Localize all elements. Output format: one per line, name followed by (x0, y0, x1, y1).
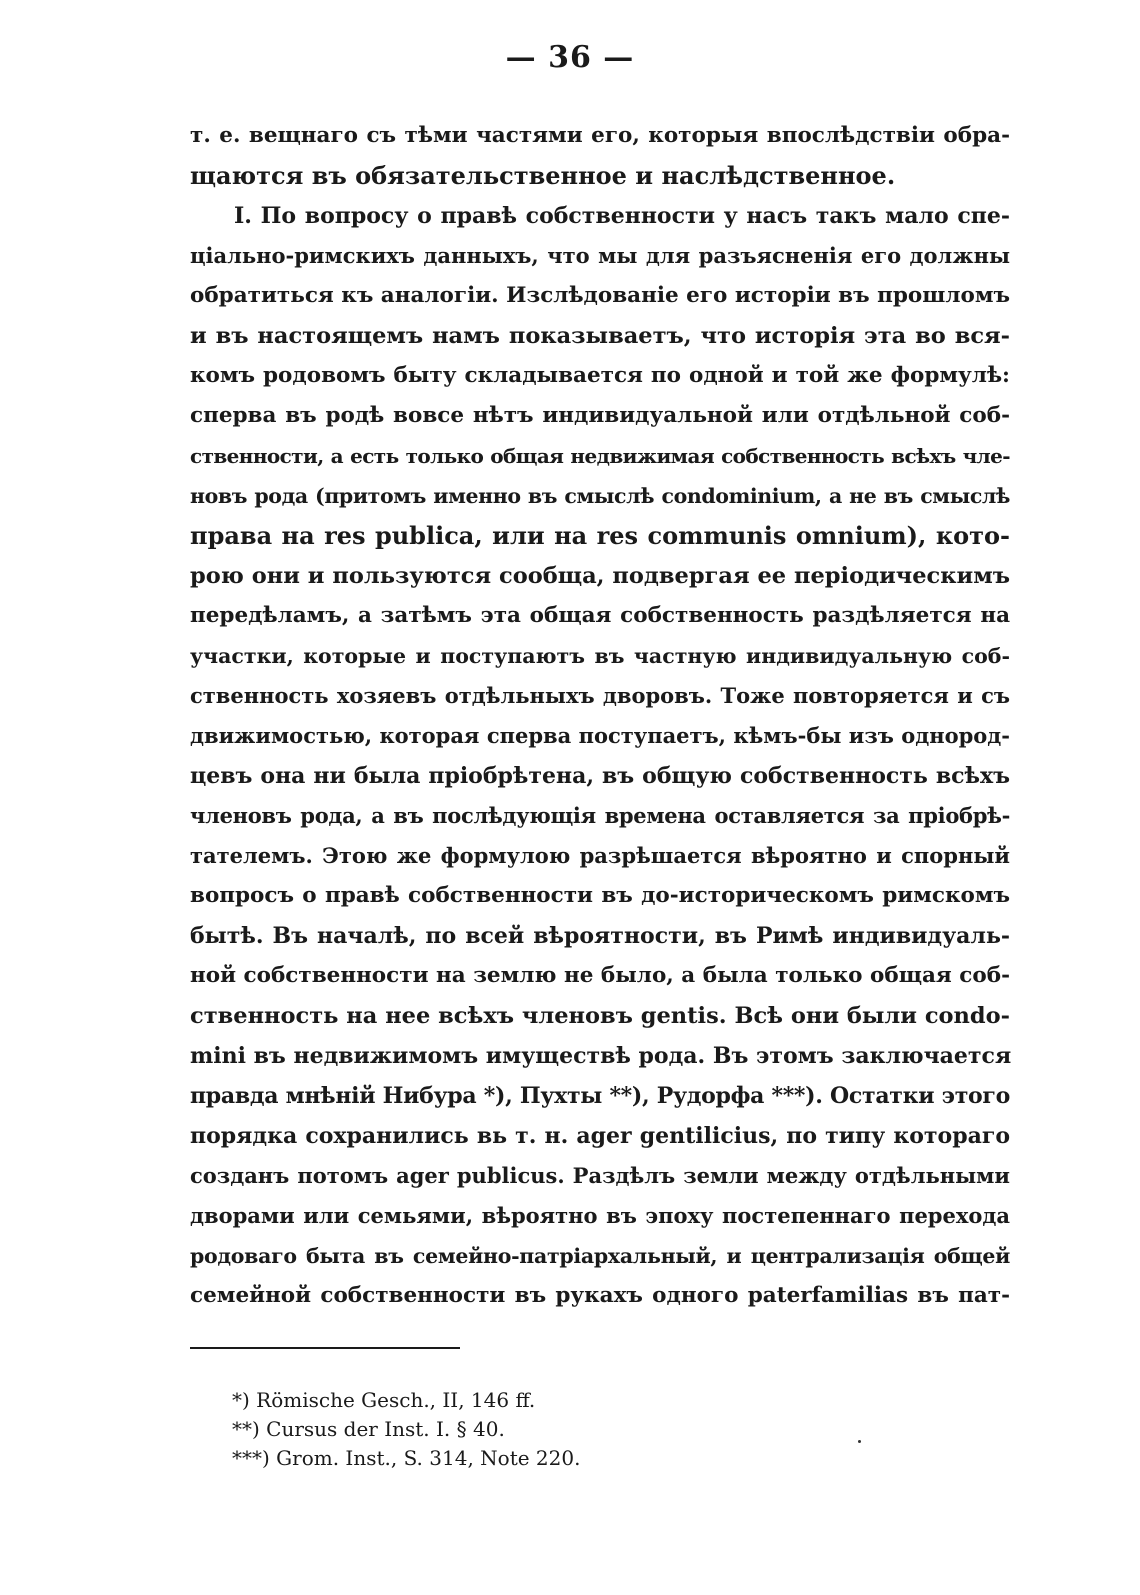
text-line: ственности, а есть только общая недвижимая собственность всѣхъ чле- (190, 444, 1010, 468)
text-line: ственность хозяевъ отдѣльныхъ дворовъ. Тоже повторяется и съ (190, 683, 1010, 708)
footnote: ***) Grom. Inst., S. 314, Note 220. (232, 1446, 581, 1470)
text-line: цевъ она ни была пріобрѣтена, въ общую собственность всѣхъ (190, 763, 1010, 789)
body-text (190, 116, 1010, 1316)
text-line: правда мнѣній Нибура *), Пухты **), Рудорфа ***). Остатки этого (190, 1083, 1010, 1109)
text-line: родоваго быта въ семейно-патріархальный, и централизація общей (190, 1244, 1010, 1268)
footnote: *) Römische Gesch., II, 146 ff. (232, 1388, 536, 1412)
text-line: порядка сохранились вь т. н. ager gentilicius, по типу котораго (190, 1123, 1010, 1149)
page-number: — 36 — (505, 40, 635, 75)
footnote-divider (190, 1347, 460, 1349)
text-line: участки, которые и поступаютъ въ частную индивидуальную соб- (190, 644, 1010, 668)
text-line: ной собственности на землю не было, а была только общая соб- (190, 963, 1010, 988)
text-line: права на res publica, или на res communis omnium), кото- (190, 521, 1010, 550)
text-line: семейной собственности въ рукахъ одного paterfamilias въ пат- (190, 1283, 1010, 1308)
text-line: тателемъ. Этою же формулою разрѣшается вѣроятно и спорный (190, 843, 1010, 868)
text-line: бытѣ. Въ началѣ, по всей вѣроятности, въ Римѣ индивидуаль- (190, 923, 1010, 949)
text-line: ственность на нее всѣхъ членовъ gentis. Всѣ они были condo- (190, 1003, 1010, 1029)
footnote: **) Cursus der Inst. I. § 40. (232, 1417, 505, 1441)
text-line: членовъ рода, а въ послѣдующія времена оставляется за пріобрѣ- (190, 803, 1010, 828)
text-line: движимостью, которая сперва поступаетъ, кѣмъ-бы изъ однород- (190, 723, 1010, 748)
text-line: рою они и пользуются сообща, подвергая ее періодическимъ (190, 563, 1010, 589)
text-line: сперва въ родѣ вовсе нѣтъ индивидуальной или отдѣльной соб- (190, 403, 1010, 428)
text-line: и въ настоящемъ намъ показываетъ, что исторія эта во вся- (190, 323, 1010, 349)
text-line: дворами или семьями, вѣроятно въ эпоху постепеннаго перехода (190, 1203, 1010, 1228)
text-line: комъ родовомъ быту складывается по одной и той же формулѣ: (190, 363, 1010, 388)
text-line: щаются въ обязательственное и наслѣдственное. (190, 161, 896, 190)
text-line: передѣламъ, а затѣмъ эта общая собственность раздѣляется на (190, 603, 1010, 628)
text-line: I. По вопросу о правѣ собственности у насъ такъ мало спе- (234, 203, 1010, 229)
scan-speck (858, 1440, 861, 1443)
text-line: обратиться къ аналогіи. Изслѣдованіе его исторіи въ прошломъ (190, 283, 1010, 308)
text-line: вопросъ о правѣ собственности въ до-историческомъ римскомъ (190, 883, 1010, 908)
text-line: т. е. вещнаго съ тѣми частями его, которыя впослѣдствіи обра- (190, 123, 1010, 148)
text-line: ціально-римскихъ данныхъ, что мы для разъясненія его должны (190, 243, 1010, 268)
text-line: новъ рода (притомъ именно въ смыслѣ condominium, а не въ смыслѣ (190, 484, 1010, 508)
footnotes (232, 1386, 932, 1473)
text-line: созданъ потомъ ager publicus. Раздѣлъ земли между отдѣльными (190, 1163, 1010, 1188)
text-line: mini въ недвижимомъ имуществѣ рода. Въ этомъ заключается (190, 1043, 1012, 1069)
